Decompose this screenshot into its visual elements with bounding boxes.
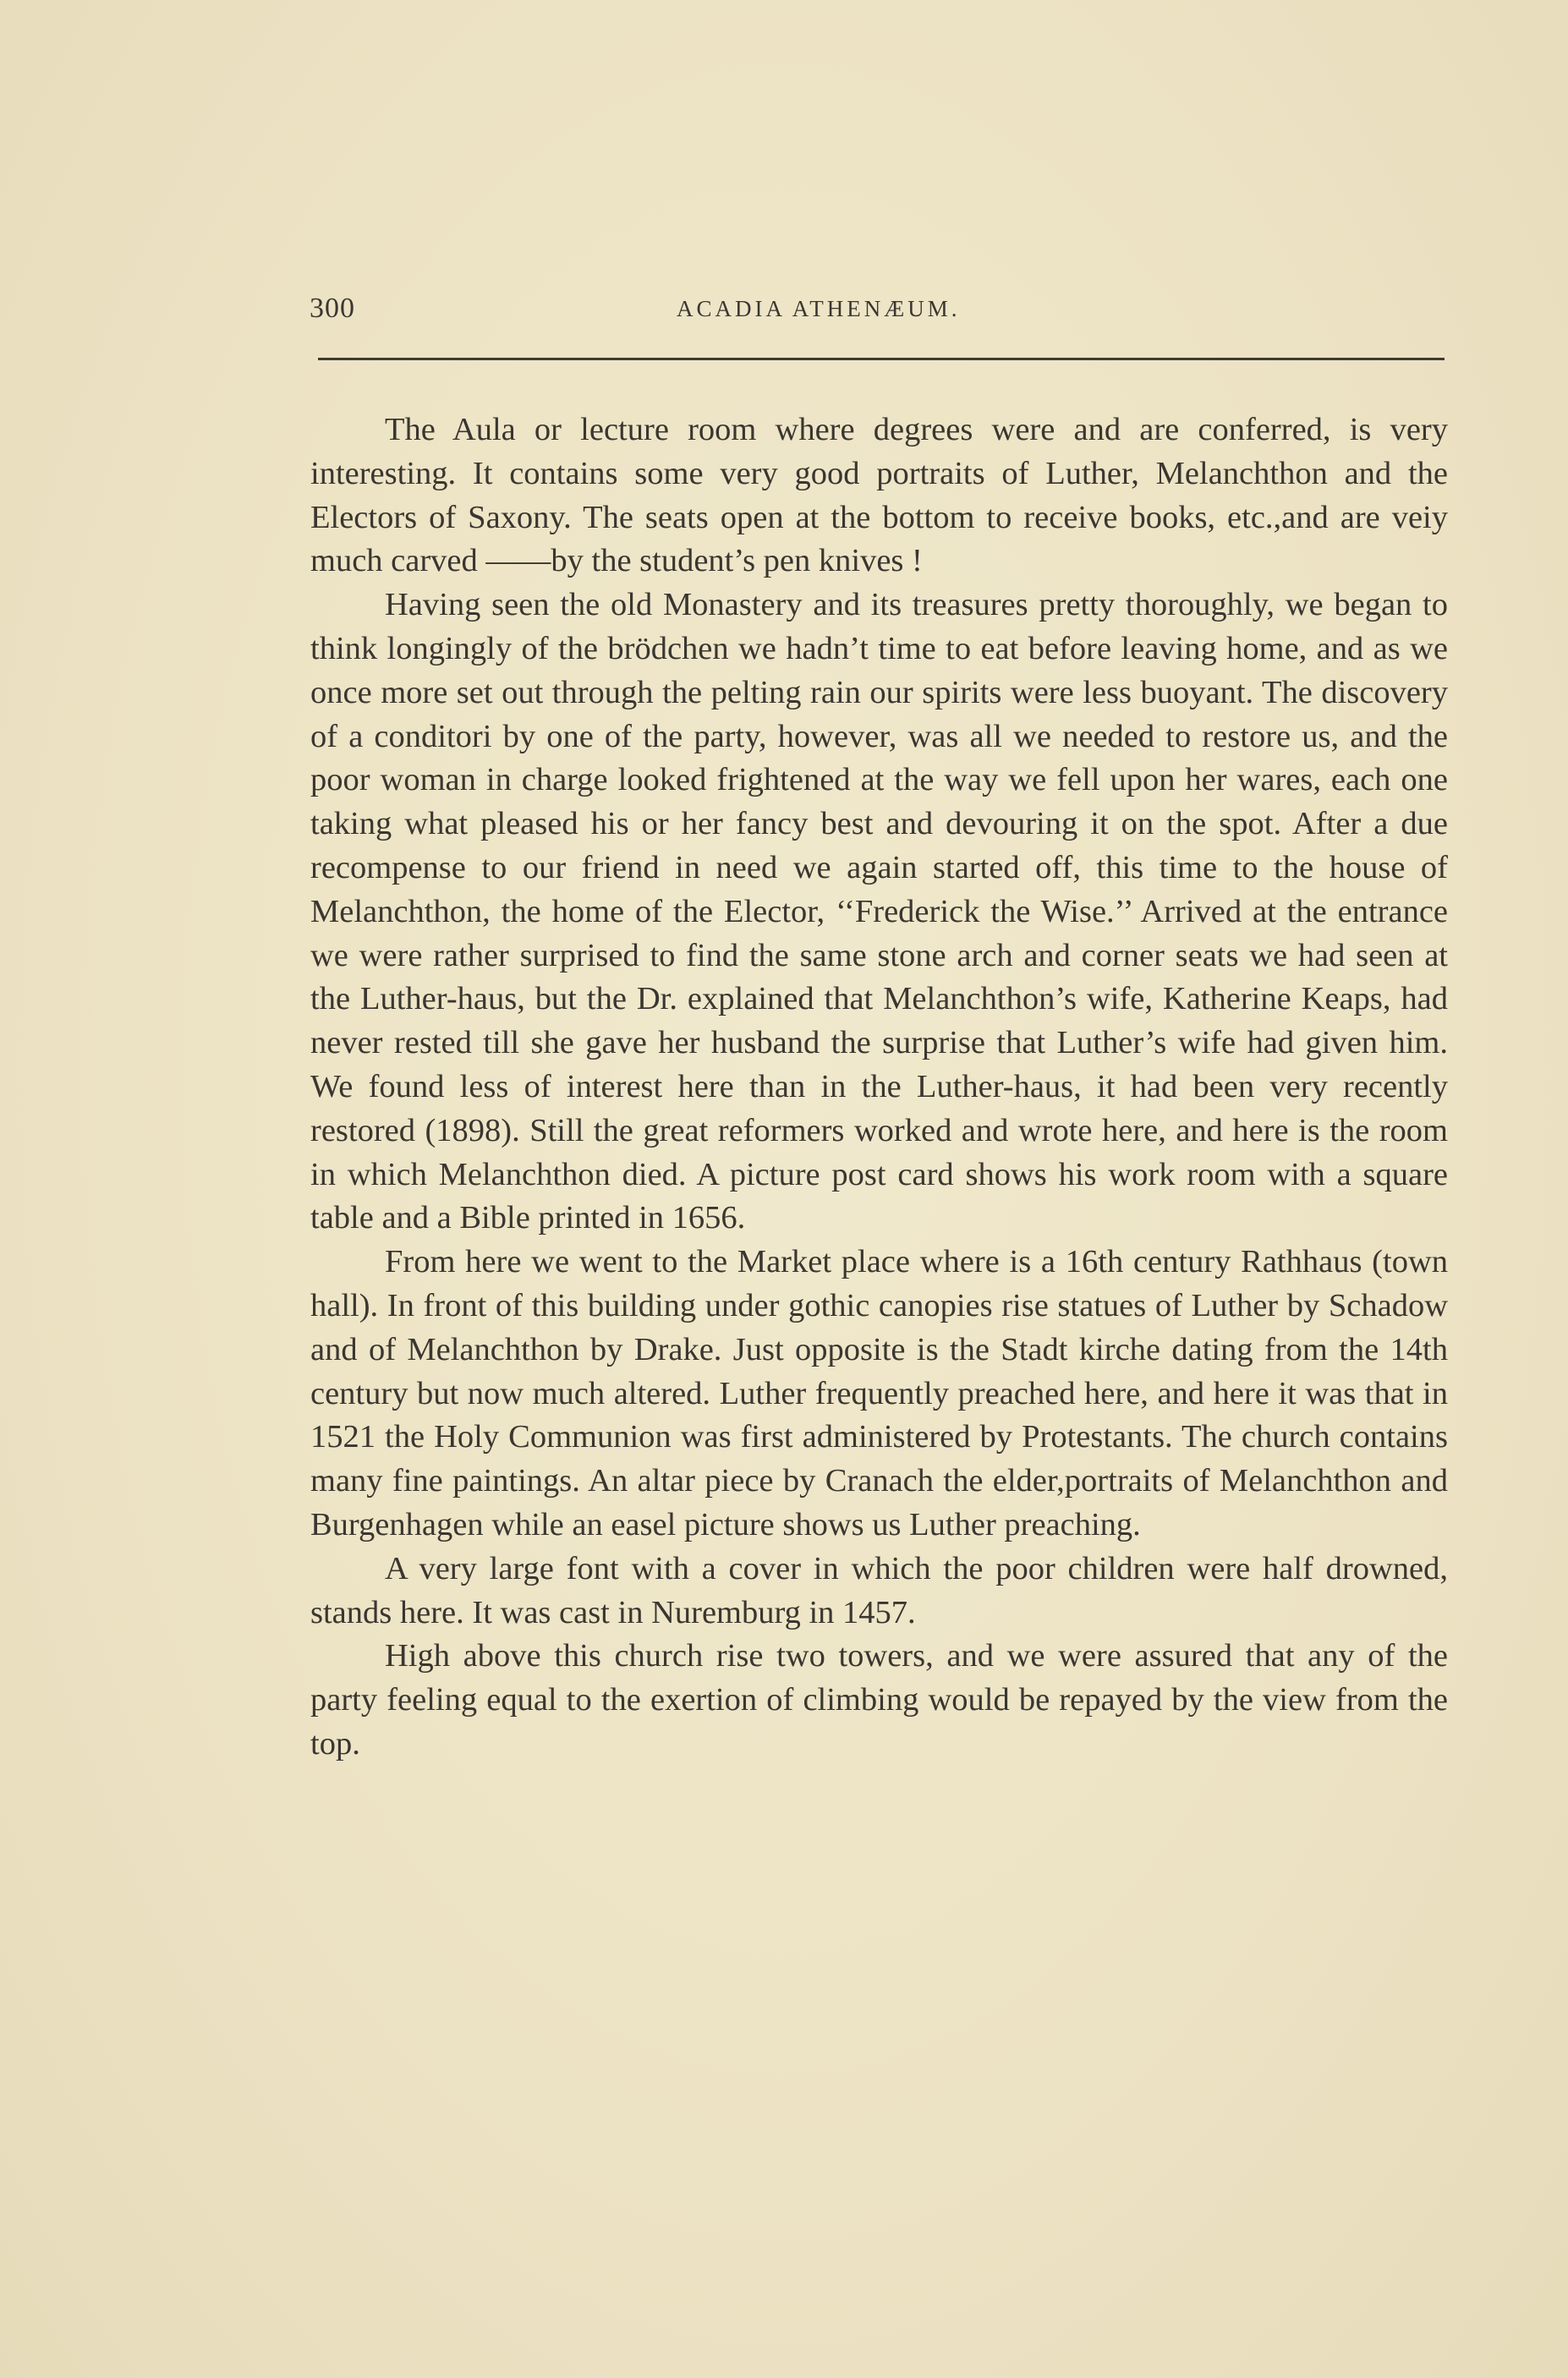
page-header bbox=[310, 293, 1443, 331]
paragraph: From here we went to the Market place where is a 16th century Rathhaus (town hall). In front of this building under gothic canopies rise statues of Luther by Schadow and of Melanchthon by Drake. Just opposite is the Stadt kirche dating from the 14th century but now much altered. Luther frequently preached here, and here it was that in 1521 the Holy Communion was first administered by Protestants. The church contains many fine paintings. An altar piece by Cranach the elder,portraits of Melanchthon and Burgenhagen while an easel picture shows us Luther preaching. bbox=[310, 1244, 1448, 1542]
page-number: 300 bbox=[310, 293, 355, 324]
header-rule bbox=[318, 358, 1445, 360]
article-body bbox=[310, 408, 1448, 1767]
paragraph: The Aula or lecture room where degrees were and are conferred, is very interesting. It contains some very good portraits of Luther, Melanchthon and the Electors of Saxony. The seats open at the bottom to receive books, etc.,and are veiy much carved ——by the student’s pen knives ! bbox=[310, 412, 1448, 579]
running-head: ACADIA ATHENÆUM. bbox=[677, 296, 961, 321]
paragraph: A very large font with a cover in which the poor children were half drowned, stands here. It was cast in Nuremburg in 1457. bbox=[310, 1550, 1448, 1630]
paragraph: High above this church rise two towers, and we were assured that any of the party feeling equal to the exertion of climbing would be repayed by the view from the top. bbox=[310, 1638, 1448, 1762]
paragraph: Having seen the old Monastery and its treasures pretty thoroughly, we began to think longingly of the brödchen we hadn’t time to eat before leaving home, and as we once more set out through the pelting rain our spirits were less buoyant. The discovery of a conditori by one of the party, however, was all we needed to restore us, and the poor woman in charge looked frightened at the way we fell upon her wares, each one taking what pleased his or her fancy best and devouring it on the spot. After a due recompense to our friend in need we again started off, this time to the house of Melanchthon, the home of the Elector, ‘‘Frederick the Wise.’’ Arrived at the entrance we were rather surprised to find the same stone arch and corner seats we had seen at the Luther-haus, but the Dr. explained that Melanchthon’s wife, Katherine Keaps, had never rested till she gave her husband the surprise that Luther’s wife had given him. We found less of interest here than in the Luther-haus, it had been very recently restored (1898). Still the great reformers worked and wrote here, and here is the room in which Melanchthon died. A picture post card shows his work room with a square table and a Bible printed in 1656. bbox=[310, 587, 1448, 1236]
